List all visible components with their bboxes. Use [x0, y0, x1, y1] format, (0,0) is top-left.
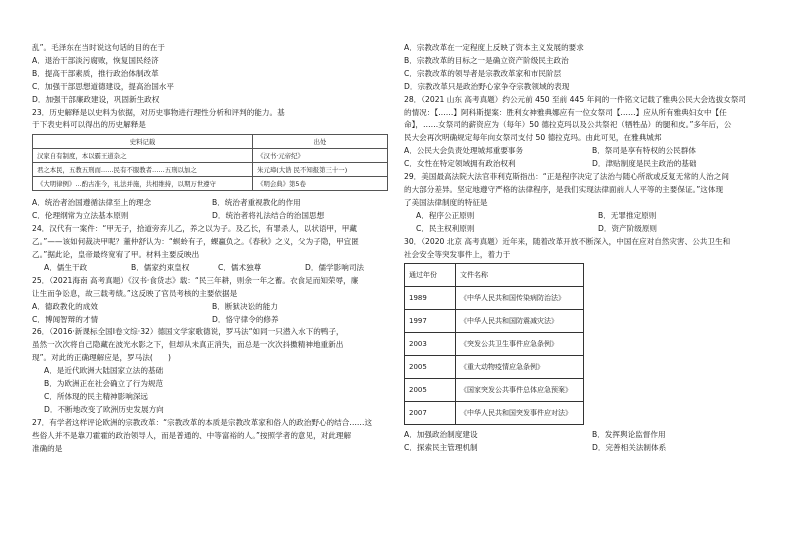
option-row	[404, 158, 780, 171]
option: A．退治干部淡污腐败，恢复国民经济	[32, 55, 159, 65]
table-cell: 《中华人民共和国突发事件应对法》	[456, 402, 584, 425]
question-text: 命】，……女祭司的薪资应为（每年）50 德拉克玛以及公共祭祀（牺牲品）的腿和皮。”多年后，公	[404, 120, 732, 130]
question-text: 23．历史解释是以史料为依据，对历史事物进行理性分析和评判的能力。基	[32, 107, 285, 117]
table-row	[33, 163, 388, 177]
question-28	[404, 94, 780, 171]
table-cell: 《国家突发公共事件总体应急预案》	[456, 379, 584, 402]
question-text: 乙。”据此论，皇帝最终宽宥了甲。材料主要反映出	[32, 249, 200, 259]
table-cell: 《中华人民共和国防震减灾法》	[456, 310, 584, 333]
option-row	[32, 262, 392, 275]
source-table	[32, 134, 388, 191]
option-row	[404, 429, 780, 442]
option: C．民主权利原则	[416, 223, 475, 233]
table-row	[405, 287, 584, 310]
option: C．宗教改革的领导者是宗教改革家和市民阶层	[404, 68, 562, 78]
table-cell: 《大明律例》…酌古准今，礼法并施，共相维持，以期万世遵守	[33, 177, 253, 191]
question-text: 社会安全等突发事件上，着力于	[404, 249, 511, 259]
option: A．统治者治国遵循法律至上的理念	[32, 198, 152, 208]
option: D．不断地改变了欧洲历史发展方向	[44, 404, 164, 414]
option: A．是近代欧洲大陆国家立法的基础	[44, 366, 164, 376]
question-text: 25．（2021海南 高考真题）《汉书·食货志》载：“民三年耕，则余一年之蓄。衣食足而知荣辱，廉	[32, 275, 359, 285]
option: B．祭司是享有特权的公民群体	[592, 146, 696, 156]
option: C．探索民主管理机制	[404, 443, 478, 453]
option: C．女性在特定领域拥有政治权利	[404, 159, 516, 169]
question-text: 26．（2016·新课标全国Ⅰ卷文综·32）德国文学家歌德说，罗马法“如同一只潜入水下的鸭子，	[32, 327, 344, 337]
option: D．统治者将礼法结合的治国思想	[212, 211, 325, 221]
option: D．资产阶级原则	[598, 223, 658, 233]
option-row	[32, 197, 392, 210]
q22-tail	[32, 42, 392, 107]
table-row	[33, 149, 388, 163]
question-text: 30．（2020 北京 高考真题）近年来，随着改革开放不断深入，中国在应对自然灾害、公共卫生和	[404, 236, 731, 246]
table-cell: 汉家自有制度，本以霸王道杂之	[33, 149, 253, 163]
question-24	[32, 223, 392, 275]
question-text: 现”。对此的正确理解应是，罗马法( )	[32, 353, 171, 363]
table-cell: 《重大动物疫情应急条例》	[456, 356, 584, 379]
option: A．加强政治制度建设	[404, 430, 478, 440]
option: B．儒家约束皇权	[131, 262, 190, 272]
table-header: 文件名称	[456, 264, 584, 287]
table-row	[405, 379, 584, 402]
table-cell: 2005	[405, 356, 456, 379]
table-cell: 君之本民，五教五刑而……民有不服教者……五刑以加之	[33, 163, 253, 177]
option-row	[32, 314, 392, 327]
option: C．加强干部思想道德建设，提高治国水平	[32, 81, 174, 91]
option: A．儒生干政	[44, 262, 88, 272]
question-text: 27．有学者这样评论欧洲的宗教改革：“宗教改革的本质是宗教改革家和俗人的政治野心的结合……这	[32, 417, 373, 427]
table-header: 史料记载	[33, 135, 253, 149]
question-27	[32, 417, 392, 456]
option: B．提高干部素质，推行政治体制改革	[32, 68, 159, 78]
question-text: 让生而争讼息，故三载考绩。”这反映了官员考核的主要依据是	[32, 288, 238, 298]
table-cell: 1997	[405, 310, 456, 333]
left-column	[32, 42, 392, 455]
table-row	[33, 177, 388, 191]
option-row	[404, 210, 780, 223]
table-cell: 《汉书·元帝纪》	[253, 149, 388, 163]
option: A．程序公正原则	[416, 210, 475, 220]
q27-options	[404, 42, 780, 94]
table-row	[405, 310, 584, 333]
right-column	[404, 42, 780, 455]
table-cell: 2003	[405, 333, 456, 356]
table-cell: 1989	[405, 287, 456, 310]
question-text: 于下表史料可以得出的历史解释是	[32, 120, 146, 130]
option: B．统治者重视教化的作用	[212, 198, 301, 208]
option: A．公民大会负责处理城邦重要事务	[404, 146, 524, 156]
question-text: 乙。”——该如何裁决甲呢？董仲舒认为：“螟蛉有子，蜾蠃负之。《春秋》之义，父为子隐，甲宜匿	[32, 237, 359, 247]
table-cell: 朱元璋(大诰 民不知报第三十一)	[253, 163, 388, 177]
table-cell: 《中华人民共和国传染病防治法》	[456, 287, 584, 310]
table-row	[405, 356, 584, 379]
option: D．恪守律令的修养	[212, 314, 279, 324]
question-text: 民大会再次明确规定每年向女祭司支付 50 德拉克玛。由此可见，在雅典城邦	[404, 133, 662, 143]
text-line: 乱”。毛泽东在当时说这句话的目的在于	[32, 43, 166, 52]
table-header: 出处	[253, 135, 388, 149]
question-29	[404, 171, 780, 236]
question-text: 准确的是	[32, 443, 63, 453]
question-text: 的情况：【……】阿科斯提案：胜利女神雅典娜应有一位女祭司【……】应从所有雅典妇女中【任	[404, 107, 727, 117]
option: D．加强干部廉政建设，巩固新生政权	[32, 94, 160, 104]
option: C．伦理纲常为立法基本原则	[32, 211, 129, 221]
table-cell: 2007	[405, 402, 456, 425]
question-text: 了美国法律制度的特征是	[404, 197, 488, 207]
question-23	[32, 107, 392, 224]
option: D．儒学影响司法	[305, 262, 365, 272]
option: D．宗教改革只是政治野心家争夺宗教领域的表现	[404, 81, 570, 91]
law-table	[404, 263, 584, 425]
option-row	[404, 145, 780, 158]
table-header-row	[33, 135, 388, 149]
table-cell: 《突发公共卫生事件应急条例》	[456, 333, 584, 356]
table-cell: 《明会典》第5卷	[253, 177, 388, 191]
option: D．津贴制度是民主政治的基础	[592, 159, 697, 169]
option: B．发挥舆论监督作用	[592, 430, 666, 440]
option: C．博闻智辩的才情	[32, 314, 99, 324]
question-text: 虽然一次次将自己隐藏在波光水影之下，但却从未真正消失，而总是一次次抖擞精神地重新出	[32, 340, 344, 350]
table-row	[405, 402, 584, 425]
question-30	[404, 236, 780, 456]
option: B．宗教改革的目标之一是确立资产阶级民主政治	[404, 55, 569, 65]
option-row	[32, 301, 392, 314]
option-row	[404, 442, 780, 455]
option: B．为欧洲正在社会确立了行为规范	[44, 379, 164, 389]
question-26	[32, 326, 392, 416]
table-row	[405, 333, 584, 356]
table-cell: 2005	[405, 379, 456, 402]
option: B．断狱决讼的能力	[212, 301, 278, 311]
option: D．完善相关法制体系	[592, 443, 667, 453]
question-text: 28．（2021 山东 高考真题）约公元前 450 至前 445 年间的一件铭文记载了雅典公民大会选拔女祭司	[404, 94, 747, 104]
option: A．宗教改革在一定程度上反映了资本主义发展的要求	[404, 43, 584, 52]
table-header: 通过年份	[405, 264, 456, 287]
option: C．儒术独尊	[218, 262, 262, 272]
table-header-row	[405, 264, 584, 287]
option: C．所体现的民主精神影响深远	[44, 391, 149, 401]
option-row	[32, 210, 392, 223]
question-25	[32, 275, 392, 327]
option: A．德政教化的成效	[32, 301, 98, 311]
question-text: 24．汉代有一案件：“甲无子，拾道旁弃儿乙，养之以为子。及乙长，有罪杀人，以状语甲，甲藏	[32, 224, 357, 234]
question-text: 的大部分差异。坚定地遵守严格的法律程序，是我们实现法律面前人人平等的主要保证。”这体现	[404, 184, 724, 194]
question-text: 29．美国最高法院大法官菲利克斯指出：“正是程序决定了法治与随心所欲或反复无常的人治之间	[404, 172, 729, 182]
option: B．无罪推定原则	[598, 210, 657, 220]
question-text: 些俗人并不是靠刀霍霍的政治领导人，而是普通的、中等富裕的人。”按照学者的意见，对此理解	[32, 430, 352, 440]
option-row	[404, 223, 780, 236]
